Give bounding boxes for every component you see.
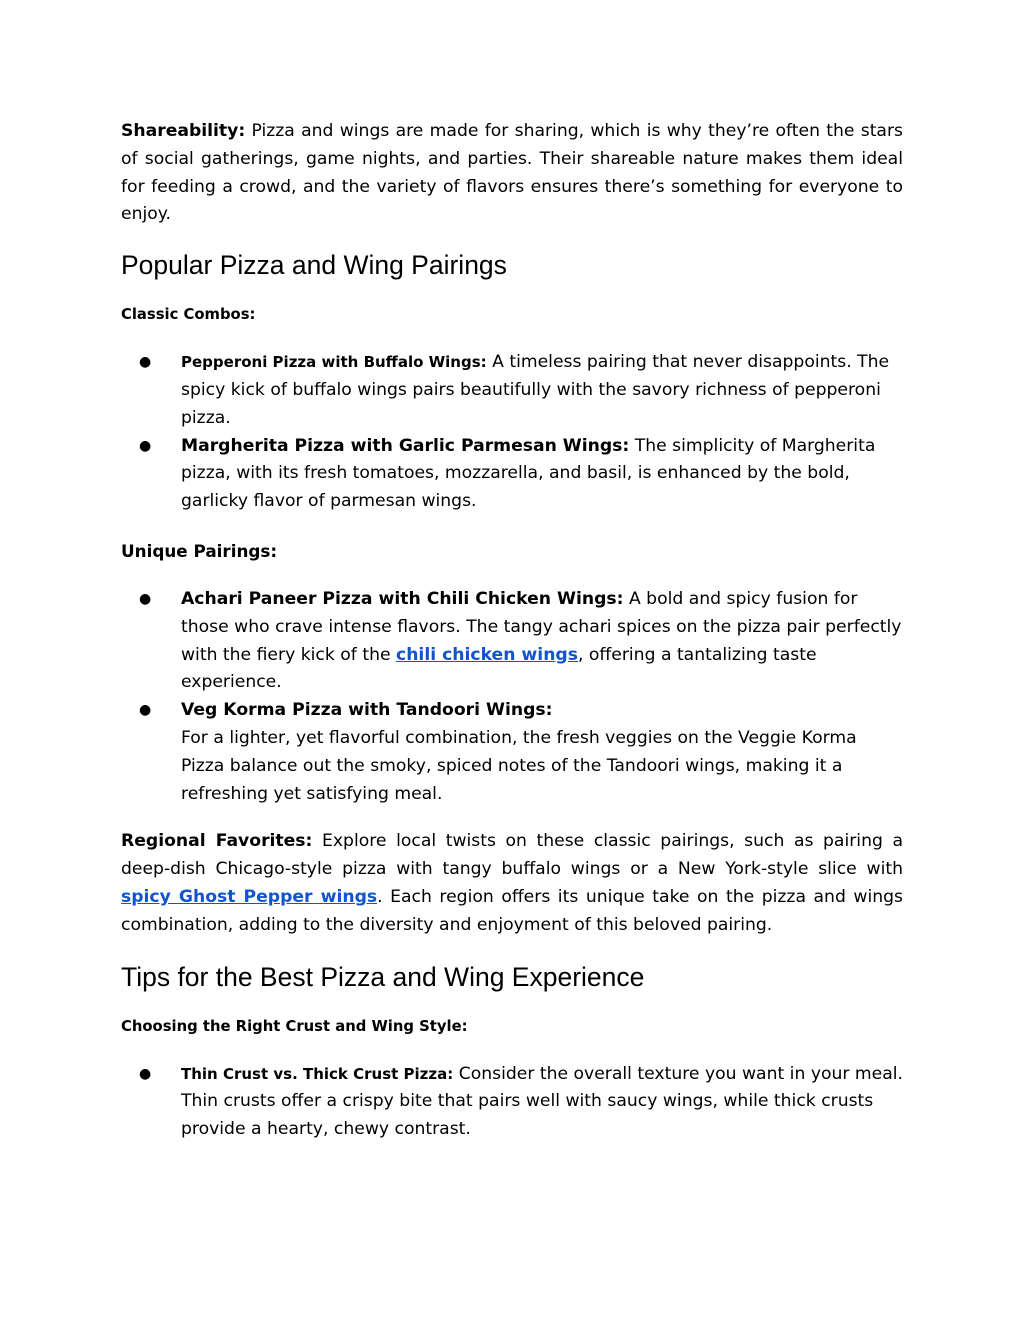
popular-pairings-heading: Popular Pizza and Wing Pairings bbox=[121, 250, 507, 281]
classic-combos-heading: Classic Combos: bbox=[121, 306, 256, 324]
bullet-icon: ● bbox=[139, 354, 152, 371]
shareability-paragraph bbox=[121, 118, 903, 229]
unique-pairings-list bbox=[121, 586, 903, 808]
item-text: A bold and spicy fusion for those who crave intense flavors. The tangy achari spices on the pizza pair perfectly with the fiery kick of the bbox=[181, 588, 902, 665]
list-item bbox=[121, 1061, 903, 1144]
regional-text: Explore local twists on these classic pairings, such as pairing a deep-dish Chicago-style pizza with tangy buffalo wings or a New York-style slice with bbox=[121, 831, 904, 880]
item-text: For a lighter, yet flavorful combination, the fresh veggies on the Veggie Korma Pizza balance out the smoky, spiced notes of the Tandoori wings, making it a refreshing yet satisfying meal. bbox=[181, 727, 857, 804]
bullet-icon: ● bbox=[139, 702, 152, 719]
crust-wing-style-heading: Choosing the Right Crust and Wing Style: bbox=[121, 1017, 468, 1035]
shareability-text: Pizza and wings are made for sharing, which is why they’re often the stars of social gatherings, game nights, and parties. Their shareable nature makes them ideal for feeding a crowd, and the variety of flavors ensures there’s something for everyone to enjoy. bbox=[121, 121, 903, 225]
item-label: Thin Crust vs. Thick Crust Pizza: bbox=[181, 1064, 454, 1083]
item-label: Achari Paneer Pizza with Chili Chicken Wings: bbox=[181, 588, 624, 609]
list-item bbox=[121, 586, 903, 697]
item-label: Veg Korma Pizza with Tandoori Wings: bbox=[181, 700, 553, 721]
regional-favorites-paragraph bbox=[121, 828, 903, 939]
regional-label: Regional Favorites: bbox=[121, 831, 313, 852]
document-page bbox=[121, 118, 903, 1144]
list-item bbox=[121, 697, 903, 808]
chili-chicken-wings-link[interactable]: chili chicken wings bbox=[396, 644, 578, 665]
unique-pairings-heading: Unique Pairings: bbox=[121, 540, 278, 561]
bullet-icon: ● bbox=[139, 1065, 152, 1082]
shareability-label: Shareability: bbox=[121, 121, 246, 141]
item-text: Consider the overall texture you want in your meal. Thin crusts offer a crispy bite that pairs well with saucy wings, while thick crusts provide a hearty, chewy contrast. bbox=[181, 1063, 904, 1140]
ghost-pepper-wings-link[interactable]: spicy Ghost Pepper wings bbox=[121, 886, 378, 907]
tips-list bbox=[121, 1061, 903, 1144]
bullet-icon: ● bbox=[139, 437, 152, 454]
item-label: Margherita Pizza with Garlic Parmesan Wings: bbox=[181, 435, 630, 456]
list-item bbox=[121, 349, 903, 432]
tips-heading: Tips for the Best Pizza and Wing Experience bbox=[121, 961, 645, 992]
item-text: A timeless pairing that never disappoints. The spicy kick of buffalo wings pairs beautifully with the savory richness of pepperoni pizza. bbox=[181, 352, 890, 428]
item-text: The simplicity of Margherita pizza, with its fresh tomatoes, mozzarella, and basil, is enhanced by the bold, garlicky flavor of parmesan wings. bbox=[181, 435, 876, 512]
item-label: Pepperoni Pizza with Buffalo Wings: bbox=[181, 353, 487, 372]
classic-combos-list bbox=[121, 349, 903, 516]
regional-text-after: . Each region offers its unique take on the pizza and wings combination, adding to the diversity and enjoyment of this beloved pairing. bbox=[121, 886, 903, 935]
bullet-icon: ● bbox=[139, 590, 152, 607]
item-text-after: , offering a tantalizing taste experience. bbox=[181, 644, 817, 693]
list-item bbox=[121, 433, 903, 516]
